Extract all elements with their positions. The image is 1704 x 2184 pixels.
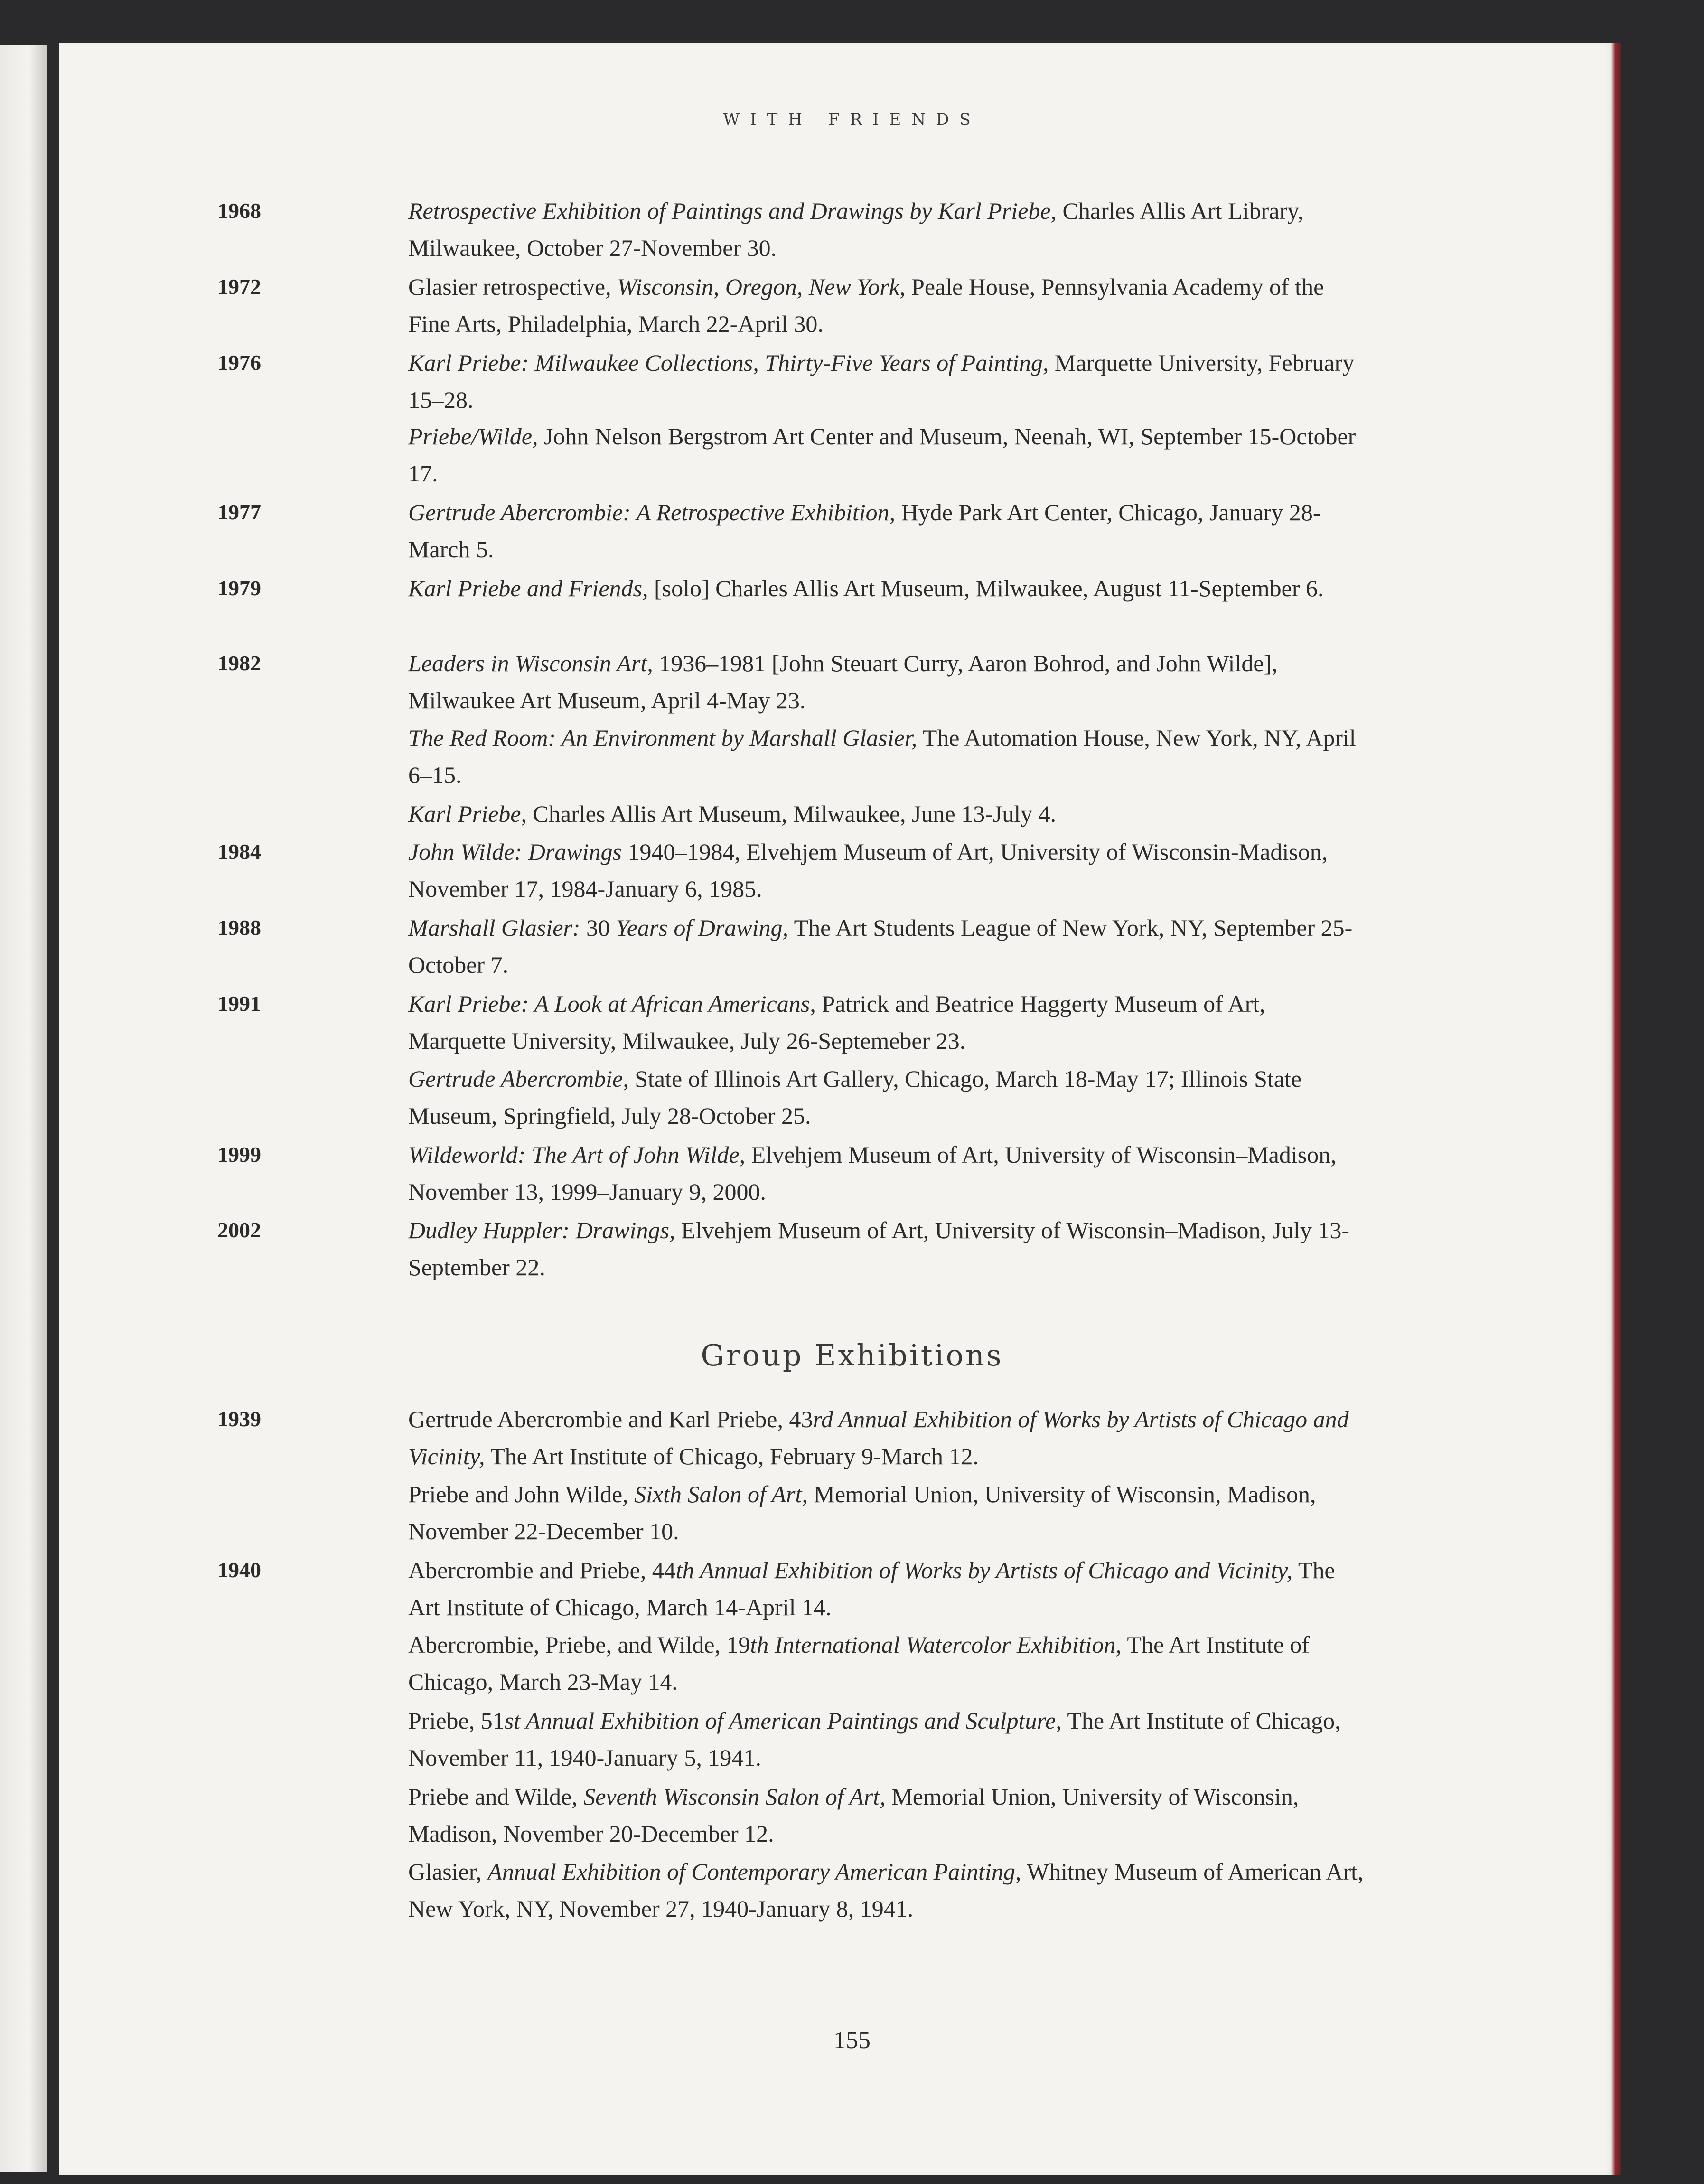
exhibition-year: 1939 (217, 1407, 261, 1431)
exhibition-title: Sixth Salon of Art, (634, 1481, 808, 1507)
exhibition-details: Gertrude Abercrombie and Karl Priebe, 43 (408, 1406, 813, 1432)
exhibition-title: th International Watercolor Exhibition, (750, 1631, 1122, 1658)
exhibition-year: 1940 (217, 1558, 261, 1582)
exhibition-year: 1979 (217, 576, 261, 600)
exhibition-title: rd Annual Exhibition of Works by Artists of Chicago and Vicinity, (408, 1406, 1349, 1469)
exhibition-description (408, 1702, 1367, 1776)
exhibition-title: Karl Priebe: A Look at African Americans, (408, 990, 816, 1017)
exhibition-title: Seventh Wisconsin Salon of Art, (583, 1783, 886, 1810)
exhibition-details: Patrick and Beatrice Haggerty Museum of Art, Marquette University, Milwaukee, July 26-Septemeber 23. (408, 990, 1265, 1054)
exhibition-details: The Art Institute of Chicago, March 14-April 14. (408, 1557, 1335, 1620)
exhibition-title: Priebe/Wilde, (408, 423, 538, 450)
exhibition-title: Karl Priebe and Friends, (408, 575, 648, 602)
exhibition-description (408, 1136, 1367, 1210)
exhibition-details: Abercrombie, Priebe, and Wilde, 19 (408, 1631, 750, 1658)
exhibition-title: Karl Priebe: Milwaukee Collections, Thirty-Five Years of Painting, (408, 349, 1049, 376)
page-edge (1611, 43, 1621, 2175)
group-exhibitions-heading: Group Exhibitions (701, 1338, 1003, 1373)
exhibition-details: The Art Institute of Chicago, March 23-May 14. (408, 1631, 1310, 1695)
exhibition-description (408, 344, 1367, 418)
running-head: WITH FRIENDS (723, 110, 981, 129)
exhibition-description (408, 795, 1367, 832)
exhibition-title: Annual Exhibition of Contemporary American Painting, (487, 1858, 1021, 1885)
exhibition-details: 1940–1984, Elvehjem Museum of Art, University of Wisconsin-Madison, November 17, 1984-January 6, 1985. (408, 838, 1328, 902)
exhibition-description (408, 985, 1367, 1059)
exhibition-year: 2002 (217, 1218, 261, 1242)
exhibition-details: Priebe and John Wilde, (408, 1481, 635, 1507)
exhibition-description (408, 909, 1367, 983)
exhibition-year: 1982 (217, 651, 261, 675)
exhibition-description (408, 268, 1367, 342)
exhibition-description (408, 1552, 1367, 1626)
exhibition-year: 1976 (217, 350, 261, 375)
exhibition-year: 1988 (217, 915, 261, 940)
exhibition-year: 1984 (217, 839, 261, 864)
exhibition-details: Hyde Park Art Center, Chicago, January 28-March 5. (408, 499, 1321, 563)
exhibition-details: Memorial Union, University of Wisconsin, Madison, November 22-December 10. (408, 1481, 1316, 1544)
exhibition-title: Years of Drawing, (616, 914, 789, 941)
exhibition-year: 1972 (217, 274, 261, 299)
exhibition-title: Leaders in Wisconsin Art, (408, 650, 653, 677)
exhibition-year: 1999 (217, 1142, 261, 1167)
exhibition-details: Elvehjem Museum of Art, University of Wisconsin–Madison, July 13-September 22. (408, 1217, 1350, 1280)
exhibition-details: Charles Allis Art Museum, Milwaukee, June 13-July 4. (526, 800, 1057, 827)
exhibition-title: Gertrude Abercrombie: A Retrospective Exhibition, (408, 499, 896, 526)
exhibition-description (408, 1778, 1367, 1852)
exhibition-details: Elvehjem Museum of Art, University of Wisconsin–Madison, November 13, 1999–January 9, 2000. (408, 1141, 1337, 1205)
exhibition-title: st Annual Exhibition of American Paintings and Sculpture, (504, 1707, 1062, 1734)
exhibition-description (408, 1853, 1367, 1927)
exhibition-title: th Annual Exhibition of Works by Artists of Chicago and Vicinity, (675, 1557, 1293, 1583)
exhibition-description (408, 192, 1367, 266)
exhibition-details: [solo] Charles Allis Art Museum, Milwaukee, August 11-September 6. (648, 575, 1324, 602)
exhibition-description (408, 570, 1367, 607)
exhibition-details: Glasier retrospective, (408, 273, 618, 300)
exhibition-title: The Red Room: An Environment by Marshall Glasier, (408, 725, 918, 751)
exhibition-description (408, 833, 1367, 907)
exhibition-details: The Art Students League of New York, NY, September 25-October 7. (408, 914, 1353, 978)
exhibition-title: Gertrude Abercrombie, (408, 1065, 629, 1092)
exhibition-details: Priebe and Wilde, (408, 1783, 584, 1810)
exhibition-year: 1977 (217, 500, 261, 524)
exhibition-description (408, 1401, 1367, 1475)
exhibition-details: 30 (580, 914, 616, 941)
exhibition-description (408, 1626, 1367, 1700)
exhibition-details: State of Illinois Art Gallery, Chicago, March 18-May 17; Illinois State Museum, Springfield, July 28-October 25. (408, 1065, 1302, 1129)
page-number: 155 (833, 2027, 871, 2054)
exhibition-title: Karl Priebe, (408, 800, 527, 827)
exhibition-details: Priebe, 51 (408, 1707, 505, 1734)
exhibition-description (408, 1476, 1367, 1550)
exhibition-details: Whitney Museum of American Art, New York, NY, November 27, 1940-January 8, 1941. (408, 1858, 1364, 1922)
exhibition-description (408, 1060, 1367, 1134)
previous-page-edge (0, 45, 47, 2172)
exhibition-details: 1936–1981 [John Steuart Curry, Aaron Bohrod, and John Wilde], Milwaukee Art Museum, April 4-May 23. (408, 650, 1278, 714)
exhibition-description (408, 494, 1367, 568)
exhibition-title: Wildeworld: The Art of John Wilde, (408, 1141, 746, 1168)
exhibition-title: John Wilde: Drawings (408, 838, 622, 865)
exhibition-details: Marquette University, February 15–28. (408, 349, 1355, 413)
exhibition-details: Glasier, (408, 1858, 488, 1885)
exhibition-details: The Art Institute of Chicago, February 9-March 12. (485, 1443, 979, 1469)
exhibition-details: Memorial Union, University of Wisconsin, Madison, November 20-December 12. (408, 1783, 1299, 1847)
exhibition-description (408, 645, 1367, 719)
exhibition-details: Abercrombie and Priebe, 44 (408, 1557, 676, 1583)
exhibition-year: 1991 (217, 991, 261, 1016)
exhibition-details: The Art Institute of Chicago, November 11, 1940-January 5, 1941. (408, 1707, 1341, 1771)
exhibition-details: John Nelson Bergstrom Art Center and Museum, Neenah, WI, September 15-October 17. (408, 423, 1356, 487)
exhibition-details: Charles Allis Art Library, Milwaukee, October 27-November 30. (408, 198, 1304, 261)
exhibition-title: Marshall Glasier: (408, 914, 580, 941)
exhibition-title: Retrospective Exhibition of Paintings and Drawings by Karl Priebe, (408, 198, 1057, 224)
exhibition-title: Dudley Huppler: Drawings, (408, 1217, 675, 1243)
exhibition-details: The Automation House, New York, NY, April 6–15. (408, 725, 1356, 788)
exhibition-description (408, 719, 1367, 793)
exhibition-title: Wisconsin, Oregon, New York, (617, 273, 906, 300)
exhibition-description (408, 418, 1367, 492)
exhibition-details: Peale House, Pennsylvania Academy of the Fine Arts, Philadelphia, March 22-April 30. (408, 273, 1324, 337)
exhibition-description (408, 1212, 1367, 1286)
exhibition-year: 1968 (217, 198, 261, 223)
